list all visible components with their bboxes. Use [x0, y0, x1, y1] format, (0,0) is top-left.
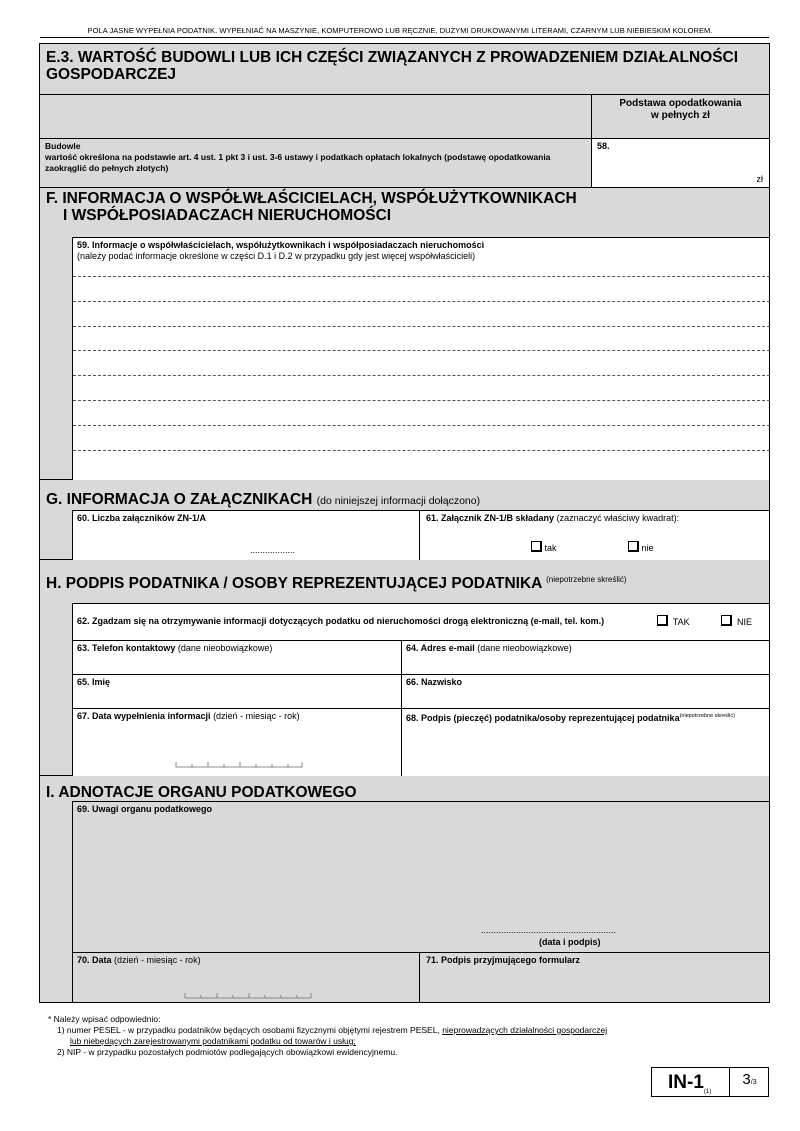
field-68-signature[interactable] — [401, 708, 769, 776]
field-59-textarea[interactable] — [72, 237, 769, 480]
field-70-label: 70. Data — [77, 955, 112, 965]
field-61-option-yes-label: tak — [544, 543, 557, 553]
field-63-label-wrap — [77, 643, 272, 654]
section-g-title-note: (do niniejszej informacji dołączono) — [316, 495, 481, 507]
section-h-title-text: H. PODPIS PODATNIKA / OSOBY REPREZENTUJĄCEJ PODATNIKA — [46, 575, 542, 593]
field-70-date — [72, 952, 419, 1002]
checkbox-yes-icon[interactable] — [531, 541, 542, 552]
footnote-1 — [57, 1025, 607, 1036]
section-h-title-note: (niepotrzebne skreślić) — [546, 575, 627, 584]
page-number: 3 — [742, 1071, 751, 1088]
e3-column-header-cell — [591, 95, 769, 139]
form-code-box — [651, 1067, 769, 1097]
field-64-label: 64. Adres e-mail — [406, 643, 475, 653]
e3-row-description: wartość określona na podstawie art. 4 ust. 1 pkt 3 i ust. 3-6 ustawy i podatkach opłatach lokalnych (podstawę opodatkowania zaokrąglić do pełnych złotych) — [45, 152, 551, 173]
field-63-note: (dane nieobowiązkowe) — [177, 643, 273, 653]
field-67-note: (dzień - miesiąc - rok) — [213, 711, 300, 721]
footnote-1-text: 1) numer PESEL - w przypadku podatników będących osobami fizycznymi objętymi rejestrem PESEL, — [57, 1025, 443, 1035]
e3-column-header-line1: Podstawa opodatkowania — [619, 98, 742, 109]
field-58-number: 58. — [597, 141, 610, 151]
date-boxes-icon-2 — [184, 992, 312, 1000]
field-62-option-no[interactable] — [721, 615, 752, 628]
field-69-label: 69. Uwagi organu podatkowego — [77, 804, 213, 814]
section-g-title-text: G. INFORMACJA O ZAŁĄCZNIKACH — [46, 491, 313, 508]
section-i-title: I. ADNOTACJE ORGANU PODATKOWEGO — [46, 784, 357, 801]
field-62-label: 62. Zgadzam się na otrzymywanie informacji dotyczących podatku od nieruchomości drogą elektroniczną (e-mail, tel. kom.) — [77, 616, 605, 626]
field-62-row — [72, 603, 769, 640]
field-71-label: 71. Podpis przyjmującego formularz — [426, 955, 581, 965]
form-page — [39, 43, 770, 1003]
field-66-label: 66. Nazwisko — [406, 677, 463, 687]
page-total: /3 — [750, 1079, 757, 1086]
field-61-note: (zaznaczyć właściwy kwadrat): — [556, 513, 680, 523]
f-line-7 — [73, 425, 770, 426]
footnote-2: 2) NIP - w przypadku pozostałych podmiotów podlegających obowiązkowi ewidencyjnemu. — [57, 1047, 398, 1057]
field-67-label: 67. Data wypełnienia informacji — [77, 711, 211, 721]
field-61-option-no-label: nie — [641, 543, 654, 553]
section-f-title — [46, 190, 766, 224]
f-line-5 — [73, 375, 770, 376]
field-61-cell — [419, 510, 769, 560]
field-64-note: (dane nieobowiązkowe) — [477, 643, 572, 653]
field-62-yes-label: TAK — [672, 617, 690, 627]
checkbox-tak-icon[interactable] — [657, 615, 668, 626]
field-58-input[interactable] — [591, 139, 769, 188]
form-code-name-wrap — [668, 1072, 711, 1095]
field-67-input[interactable] — [72, 708, 401, 776]
field-67-label-wrap — [77, 711, 300, 722]
field-65-input[interactable] — [72, 674, 401, 708]
field-58-unit: zł — [756, 174, 763, 184]
form-code-name: IN-1 — [668, 1072, 704, 1093]
section-e3-title: E.3. WARTOŚĆ BUDOWLI LUB ICH CZĘŚCI ZWIĄZANYCH Z PROWADZENIEM DZIAŁALNOŚCI GOSPODARCZEJ — [46, 49, 739, 83]
field-68-label: 68. Podpis (pieczęć) podatnika/osoby reprezentującej podatnika — [406, 713, 680, 723]
footnote-intro: * Należy wpisać odpowiednio: — [48, 1014, 161, 1024]
field-62-option-yes[interactable] — [657, 615, 690, 628]
field-60-label: 60. Liczba załączników ZN-1/A — [77, 513, 207, 523]
field-59-label: 59. Informacje o współwłaścicielach, współużytkownikach i współposiadaczach nieruchomości — [77, 240, 485, 250]
field-70-note: (dzień - miesiąc - rok) — [114, 955, 201, 965]
e3-row-title: Budowle — [45, 141, 81, 151]
f-line-2 — [73, 301, 770, 302]
section-f-title-line2: I WSPÓŁPOSIADACZACH NIERUCHOMOŚCI — [63, 207, 392, 224]
field-59-note: (należy podać informacje określone w części D.1 i D.2 w przypadku gdy jest więcej współwłaścicieli) — [77, 251, 476, 261]
date-boxes-icon — [175, 761, 303, 769]
field-60-input[interactable] — [72, 510, 419, 560]
section-h-title — [46, 571, 627, 592]
footnote-1-continued: lub niebędących zarejestrowanymi podatnikami podatku od towarów i usług; — [70, 1036, 356, 1046]
field-70-label-wrap — [77, 955, 201, 966]
field-68-label-wrap — [406, 711, 735, 724]
checkbox-no-icon[interactable] — [628, 541, 639, 552]
e3-column-header-line2: w pełnych zł — [651, 110, 710, 121]
top-instruction-note: POLA JASNE WYPEŁNIA PODATNIK. WYPEŁNIAĆ NA MASZYNIE, KOMPUTEROWO LUB RĘCZNIE, DUŻYMI DRUKOWANYMI LITERAMI, CZARNYM LUB NIEBIESKIM KOLOREM. — [87, 26, 713, 35]
top-rule — [40, 37, 769, 38]
section-f-title-line1: F. INFORMACJA O WSPÓŁWŁAŚCICIELACH, WSPÓŁUŻYTKOWNIKACH — [46, 190, 577, 207]
field-60-dots: .................. — [250, 545, 296, 555]
f-line-6 — [73, 400, 770, 401]
field-61-option-yes[interactable] — [531, 541, 557, 554]
field-61-label-wrap — [426, 513, 679, 524]
field-68-note: (niepotrzebne skreślić) — [679, 713, 735, 719]
field-63-label: 63. Telefon kontaktowy — [77, 643, 176, 653]
e3-buildings-row-label — [40, 139, 591, 188]
field-63-input[interactable] — [72, 640, 401, 674]
footnote-1-underlined: nieprowadzących działalności gospodarczej — [442, 1025, 608, 1035]
f-line-3 — [73, 326, 770, 327]
field-64-label-wrap — [406, 643, 572, 654]
checkbox-nie-icon[interactable] — [721, 615, 732, 626]
field-66-input[interactable] — [401, 674, 769, 708]
f-line-1 — [73, 276, 770, 277]
field-65-label: 65. Imię — [77, 677, 111, 687]
field-69-remarks — [72, 801, 769, 952]
section-g-title — [46, 491, 480, 510]
field-71-signature — [419, 952, 769, 1002]
field-64-input[interactable] — [401, 640, 769, 674]
sign-caption: (data i podpis) — [539, 937, 601, 947]
form-code-sub: (1) — [703, 1088, 712, 1095]
sign-dots: ...................................................... — [481, 925, 617, 935]
field-61-label: 61. Załącznik ZN-1/B składany — [426, 513, 555, 523]
field-61-option-no[interactable] — [628, 541, 654, 554]
f-line-4 — [73, 350, 770, 351]
field-62-no-label: NIE — [737, 617, 753, 627]
f-line-8 — [73, 450, 770, 451]
page-number-wrap — [729, 1068, 769, 1096]
